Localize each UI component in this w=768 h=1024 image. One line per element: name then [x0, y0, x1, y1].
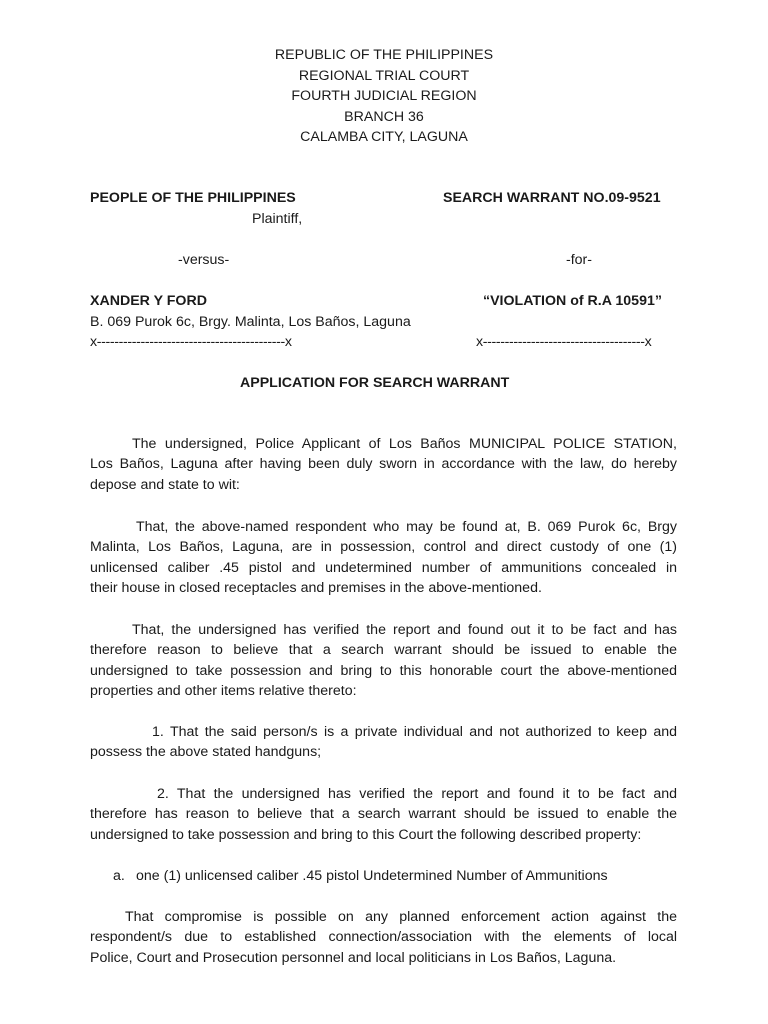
court-header [0, 45, 768, 148]
paragraph-line: That, the above-named respondent who may be found at, B. 069 Purok 6c, Brgy [136, 519, 677, 535]
header-line-region: FOURTH JUDICIAL REGION [291, 88, 477, 105]
list-marker-a: a. [113, 868, 125, 884]
paragraph-line: therefore reason to believe that a search warrant should be issued to enable the [90, 642, 677, 659]
paragraph-line: 2. That the undersigned has verified the report and found it to be fact and [157, 786, 677, 802]
warrant-number: SEARCH WARRANT NO.09-9521 [443, 190, 661, 206]
paragraph-possession [90, 517, 677, 599]
paragraph-line: 1. That the said person/s is a private individual and not authorized to keep and [152, 724, 677, 740]
header-line-court: REGIONAL TRIAL COURT [298, 67, 470, 84]
violation-label: “VIOLATION of R.A 10591” [483, 293, 662, 309]
paragraph-compromise [90, 907, 677, 968]
header-line-republic: REPUBLIC OF THE PHILIPPINES [274, 47, 494, 63]
header-line-city: CALAMBA CITY, LAGUNA [300, 129, 468, 146]
plaintiff-name: PEOPLE OF THE PHILIPPINES [90, 190, 296, 206]
versus-label: -versus- [178, 252, 230, 268]
paragraph-line: Malinta, Los Baños, Laguna, are in possession, control and direct custody of one (1) [90, 539, 677, 556]
paragraph-line: Los Baños, Laguna after having been duly sworn in accordance with the law, do hereby [90, 456, 677, 473]
plaintiff-role: Plaintiff, [252, 211, 303, 227]
paragraph-line: depose and state to wit: [90, 476, 240, 493]
document-title: APPLICATION FOR SEARCH WARRANT [240, 375, 510, 391]
paragraph-line: possess the above stated handguns; [90, 744, 322, 761]
paragraph-line: respondent/s due to established connection/association with the elements of local [90, 929, 677, 946]
for-label: -for- [566, 252, 593, 268]
paragraph-line: That compromise is possible on any planned enforcement action against the [125, 909, 677, 925]
paragraph-intro [90, 434, 677, 495]
paragraph-line: unlicensed caliber .45 pistol and undetermined number of ammunitions concealed in [90, 559, 677, 576]
caption-separator-left: x-------------------------------------------x [90, 334, 292, 350]
paragraph-line: Police, Court and Prosecution personnel and local politicians in Los Baños, Laguna. [90, 949, 617, 966]
respondent-name: XANDER Y FORD [90, 293, 207, 309]
paragraph-line: undersigned to take possession and bring to this honorable court the above-mentioned [90, 662, 677, 679]
paragraph-verification [90, 620, 677, 702]
paragraph-line: their house in closed receptacles and premises in the above-mentioned. [90, 580, 542, 597]
respondent-address: B. 069 Purok 6c, Brgy. Malinta, Los Baños, Laguna [90, 314, 411, 330]
paragraph-line: therefore has reason to believe that a search warrant should be issued to enable the [90, 806, 677, 823]
caption-separator-right: x-------------------------------------x [476, 334, 652, 350]
paragraph-line: properties and other items relative thereto: [90, 683, 357, 700]
paragraph-item-2 [90, 784, 677, 845]
paragraph-item-1 [90, 722, 677, 763]
paragraph-line: The undersigned, Police Applicant of Los Baños MUNICIPAL POLICE STATION, [132, 436, 677, 452]
header-line-branch: BRANCH 36 [344, 108, 424, 125]
list-item-a: one (1) unlicensed caliber .45 pistol Undetermined Number of Ammunitions [136, 868, 608, 884]
paragraph-line: That, the undersigned has verified the report and found out it to be fact and has [132, 622, 677, 638]
paragraph-line: undersigned to take possession and bring to this Court the following described property: [90, 826, 642, 843]
